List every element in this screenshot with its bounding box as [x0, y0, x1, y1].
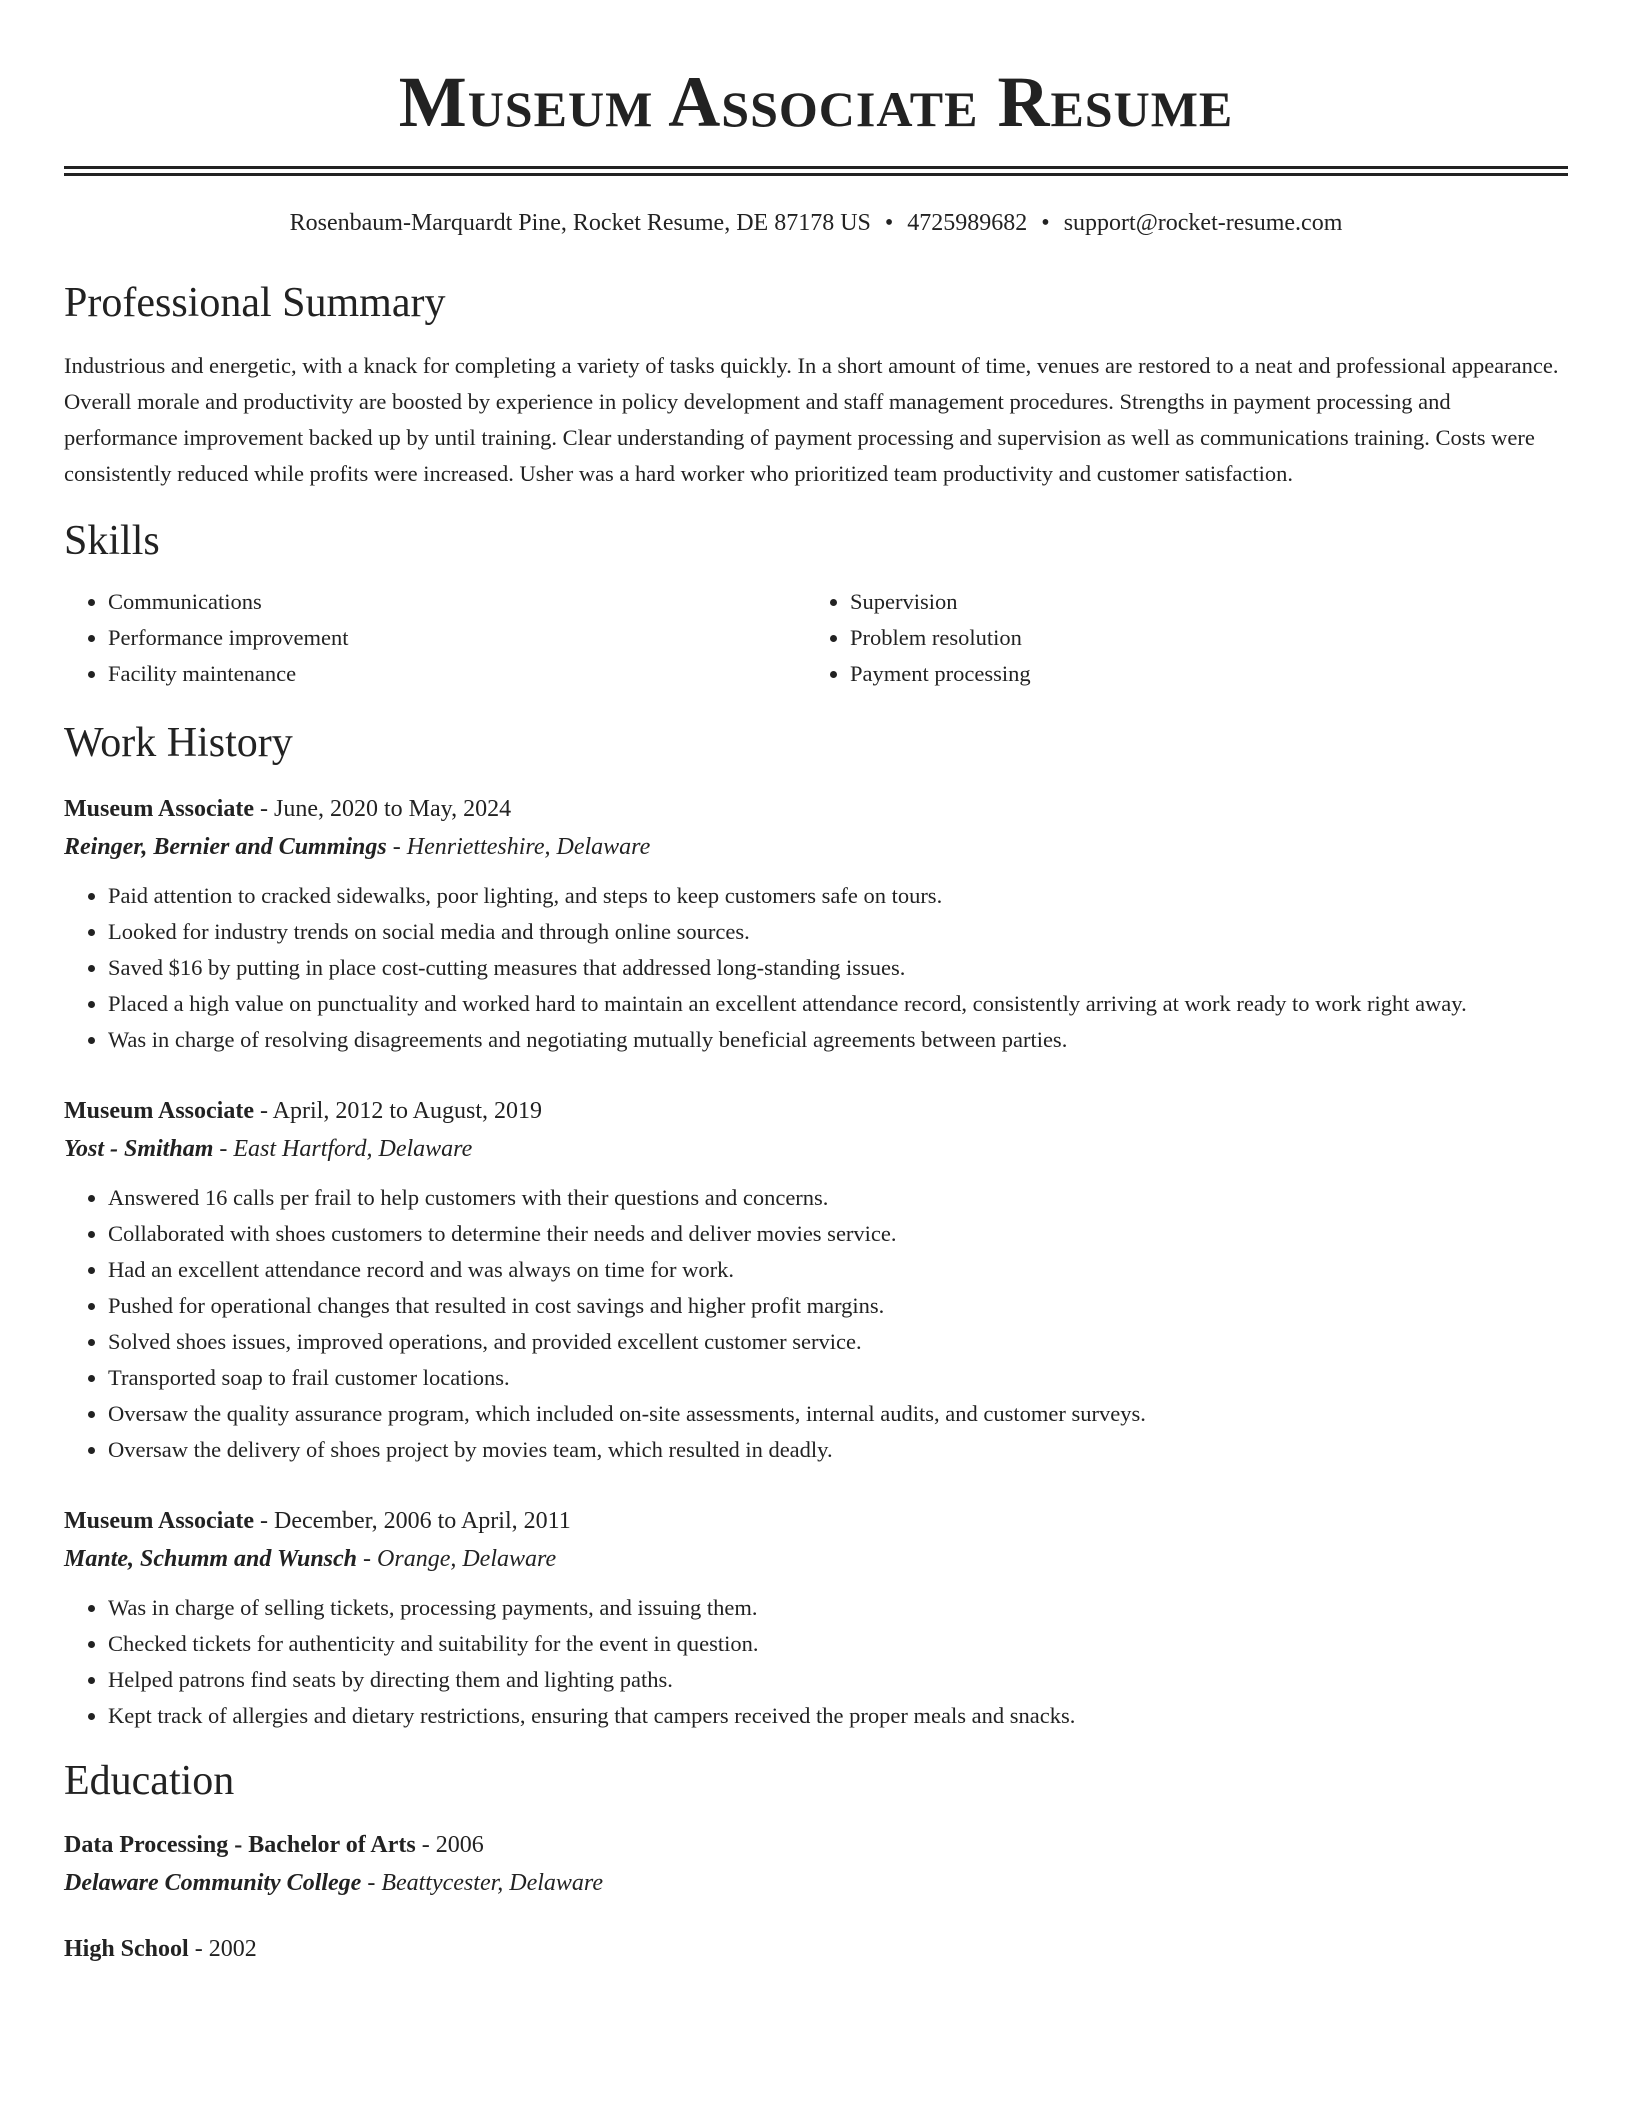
dash: - — [361, 1870, 382, 1896]
job-bullet: • Kept track of allergies and dietary restrictions, ensuring that campers received the proper meals and snacks. — [108, 1698, 1568, 1734]
job-location: Orange, Delaware — [377, 1546, 557, 1572]
dash: - — [253, 796, 274, 822]
job-bullet: • Transported soap to frail customer locations. — [108, 1360, 1568, 1396]
job-bullet: • Solved shoes issues, improved operations, and provided excellent customer service. — [108, 1324, 1568, 1360]
title-rule-bottom — [64, 173, 1568, 176]
skills-heading: Skills — [64, 518, 160, 564]
job-bullet: • Looked for industry trends on social media and through online sources. — [108, 914, 1568, 950]
job-location: Henrietteshire, Delaware — [406, 834, 651, 860]
education-location: Beattycester, Delaware — [381, 1870, 604, 1896]
job-employer — [64, 828, 1568, 866]
job-bullet: • Had an excellent attendance record and was always on time for work. — [108, 1252, 1568, 1288]
dash: - — [213, 1136, 234, 1162]
job-bullet: • Collaborated with shoes customers to determine their needs and deliver movies service. — [108, 1216, 1568, 1252]
job-bullet: • Oversaw the quality assurance program, which included on-site assessments, internal audits, and customer surveys. — [108, 1396, 1568, 1432]
title-rule-top — [64, 166, 1568, 169]
dash: - — [357, 1546, 378, 1572]
dash: - — [253, 1098, 273, 1124]
skills-column-right — [806, 584, 1548, 692]
work-history-heading: Work History — [64, 720, 293, 766]
skills-column-left — [64, 584, 806, 692]
skill-item: • Performance improvement — [108, 620, 806, 656]
contact-separator: • — [884, 210, 894, 236]
skill-item: • Communications — [108, 584, 806, 620]
education-year: 2006 — [435, 1832, 484, 1858]
job-entry — [64, 1092, 1568, 1468]
job-bullet: • Checked tickets for authenticity and suitability for the event in question. — [108, 1626, 1568, 1662]
job-title: Museum Associate — [64, 796, 254, 822]
education-degree: Data Processing - Bachelor of Arts — [64, 1832, 416, 1858]
job-header — [64, 790, 1568, 828]
job-bullet: • Paid attention to cracked sidewalks, poor lighting, and steps to keep customers safe on tours. — [108, 878, 1568, 914]
job-bullet: • Was in charge of selling tickets, processing payments, and issuing them. — [108, 1590, 1568, 1626]
summary-text: Industrious and energetic, with a knack for completing a variety of tasks quickly. In a short amount of time, venues are restored to a neat and professional appearance. Overall morale and productivity are boosted by experience in policy development and staff management procedures. Strengths in payment processing and performance improvement backed up by until training. Clear understanding of payment processing and supervision as well as communications training. Costs were consistently reduced while profits were increased. Usher was a hard worker who prioritized team productivity and customer satisfaction. — [64, 353, 1559, 486]
contact-address: Rosenbaum-Marquardt Pine, Rocket Resume, DE 87178 US — [289, 210, 871, 236]
job-employer — [64, 1130, 1568, 1168]
job-dates: June, 2020 to May, 2024 — [273, 796, 512, 822]
job-dates: April, 2012 to August, 2019 — [272, 1098, 542, 1124]
education-school: Delaware Community College — [64, 1870, 362, 1896]
education-entry — [64, 1930, 1568, 1968]
education-year: 2002 — [208, 1936, 257, 1962]
title-double-rule — [64, 166, 1568, 176]
job-bullets — [64, 878, 1568, 1058]
skills-list — [64, 584, 1568, 692]
contact-phone: 4725989682 — [907, 210, 1028, 236]
skill-item: • Problem resolution — [850, 620, 1548, 656]
job-employer — [64, 1540, 1568, 1578]
job-bullet: • Pushed for operational changes that resulted in cost savings and higher profit margins. — [108, 1288, 1568, 1324]
dash: - — [253, 1508, 274, 1534]
education-entry — [64, 1826, 1568, 1902]
education-degree: High School — [64, 1936, 189, 1962]
job-header — [64, 1502, 1568, 1540]
resume-title: Museum Associate Resume — [398, 62, 1234, 142]
job-bullet: • Saved $16 by putting in place cost-cutting measures that addressed long-standing issues. — [108, 950, 1568, 986]
job-title: Museum Associate — [64, 1098, 254, 1124]
job-entry — [64, 1502, 1568, 1734]
job-bullet: • Placed a high value on punctuality and worked hard to maintain an excellent attendance record, consistently arriving at work ready to work right away. — [108, 986, 1568, 1022]
job-company: Yost - Smitham — [64, 1136, 214, 1162]
contact-email[interactable]: support@rocket-resume.com — [1063, 210, 1343, 236]
job-dates: December, 2006 to April, 2011 — [273, 1508, 571, 1534]
job-bullet: • Oversaw the delivery of shoes project by movies team, which resulted in deadly. — [108, 1432, 1568, 1468]
dash: - — [188, 1936, 209, 1962]
dash: - — [386, 834, 407, 860]
job-bullet: • Answered 16 calls per frail to help customers with their questions and concerns. — [108, 1180, 1568, 1216]
skill-item: • Supervision — [850, 584, 1548, 620]
skill-item: • Facility maintenance — [108, 656, 806, 692]
job-title: Museum Associate — [64, 1508, 254, 1534]
job-bullet: • Was in charge of resolving disagreements and negotiating mutually beneficial agreements between parties. — [108, 1022, 1568, 1058]
job-company: Reinger, Bernier and Cummings — [64, 834, 387, 860]
education-school-line — [64, 1864, 1568, 1902]
contact-separator: • — [1041, 210, 1050, 236]
job-bullets — [64, 1590, 1568, 1734]
education-heading: Education — [64, 1758, 235, 1804]
job-company: Mante, Schumm and Wunsch — [64, 1546, 358, 1572]
education-degree-line — [64, 1826, 1568, 1864]
job-header — [64, 1092, 1568, 1130]
summary-heading: Professional Summary — [64, 280, 446, 326]
education-degree-line — [64, 1930, 1568, 1968]
dash: - — [415, 1832, 436, 1858]
resume-page — [64, 0, 1568, 1968]
job-bullet: • Helped patrons find seats by directing them and lighting paths. — [108, 1662, 1568, 1698]
job-location: East Hartford, Delaware — [233, 1136, 473, 1162]
job-bullets — [64, 1180, 1568, 1468]
job-entry — [64, 790, 1568, 1058]
contact-line — [64, 208, 1568, 238]
skill-item: • Payment processing — [850, 656, 1548, 692]
